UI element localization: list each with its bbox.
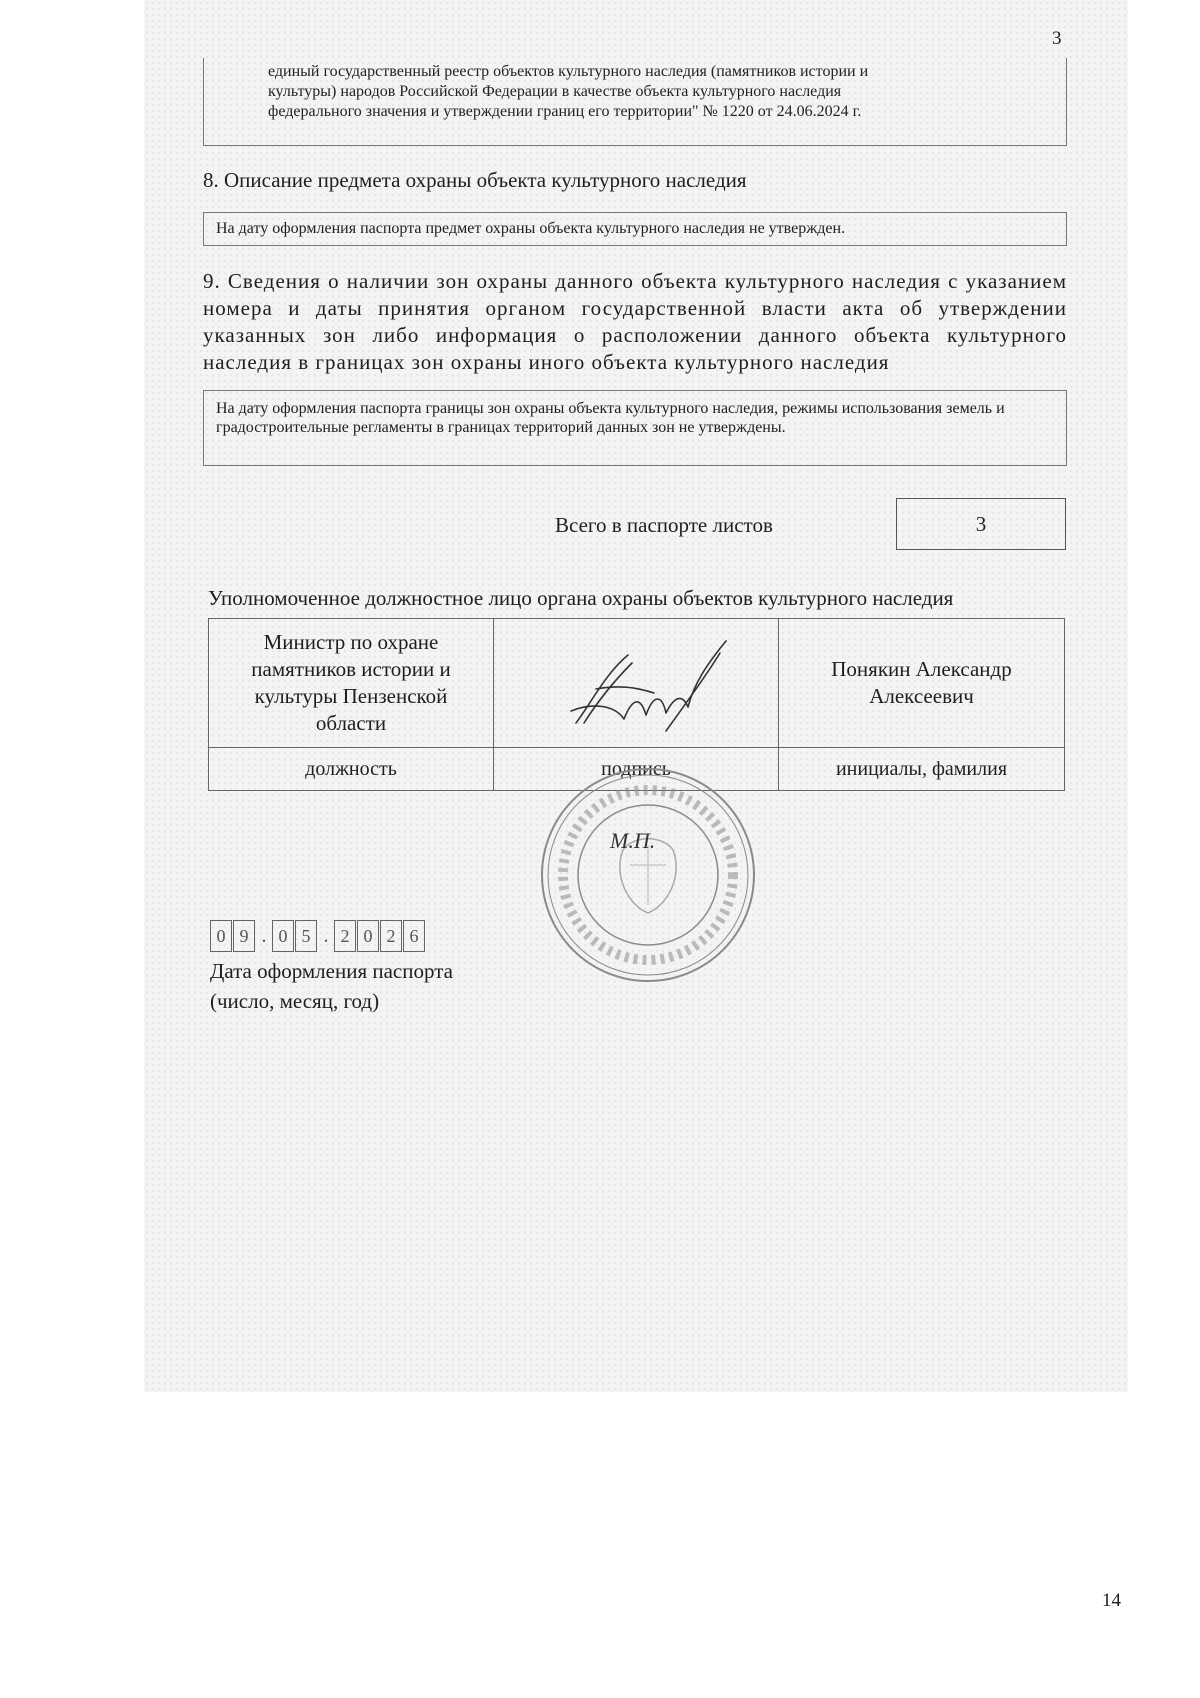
date-digit-year: 6 xyxy=(403,920,425,952)
section8-text: На дату оформления паспорта предмет охраны объекта культурного наследия не утвержден. xyxy=(203,212,1067,246)
official-position-text: Министр по охране памятников истории и культуры Пензенской области xyxy=(251,630,451,735)
official-name xyxy=(779,619,1065,748)
section9-heading: 9. Сведения о наличии зон охраны данного объекта культурного наследия с указанием номера и даты принятия органом государственной власти акта об утверждении указанных зон либо информация о расположении данного объекта культурного наследия в границах зон охраны иного объекта культурного наследия xyxy=(203,269,1067,374)
section7-tail-line: федерального значения и утверждении границ его территории" № 1220 от 24.06.2024 г. xyxy=(268,103,862,120)
date-digit-day: 9 xyxy=(233,920,255,952)
date-separator: . xyxy=(323,925,329,947)
stamp-label: М.П. xyxy=(610,828,656,853)
date-caption-line: (число, месяц, год) xyxy=(210,989,380,1013)
official-title: Уполномоченное должностное лицо органа охраны объектов культурного наследия xyxy=(208,586,954,610)
caption-signature: подпись xyxy=(494,748,779,791)
date-digit-day: 0 xyxy=(210,920,232,952)
date-caption-line: Дата оформления паспорта xyxy=(210,959,453,983)
caption-position: должность xyxy=(209,748,494,791)
section8-heading: 8. Описание предмета охраны объекта культурного наследия xyxy=(203,168,747,192)
official-name-text: Понякин Александр Алексеевич xyxy=(831,657,1012,708)
section9-text: На дату оформления паспорта границы зон охраны объекта культурного наследия, режимы использования земель и градостроительные регламенты в границах территорий данных зон не утверждены. xyxy=(203,390,1067,466)
date-digit-year: 2 xyxy=(380,920,402,952)
signature-cell xyxy=(494,619,779,748)
sheets-count-value: 3 xyxy=(896,498,1066,550)
date-digit-month: 0 xyxy=(272,920,294,952)
section7-tail-line: культуры) народов Российской Федерации в качестве объекта культурного наследия xyxy=(268,83,842,100)
date-caption xyxy=(210,956,453,1016)
official-seal xyxy=(538,765,758,985)
date-digit-year: 0 xyxy=(357,920,379,952)
date-digit-month: 5 xyxy=(295,920,317,952)
inner-page-number: 3 xyxy=(1052,28,1062,49)
date-separator: . xyxy=(261,925,267,947)
date-digit-year: 2 xyxy=(334,920,356,952)
section7-tail-line: единый государственный реестр объектов культурного наследия (памятников истории и xyxy=(268,63,869,80)
sheets-count-label: Всего в паспорте листов xyxy=(555,513,773,537)
official-position xyxy=(209,619,494,748)
outer-page-number: 14 xyxy=(1102,1590,1121,1611)
date-digits xyxy=(210,920,426,952)
section7-tail-text xyxy=(268,62,1058,122)
handwritten-signature xyxy=(536,623,736,743)
caption-name: инициалы, фамилия xyxy=(779,748,1065,791)
